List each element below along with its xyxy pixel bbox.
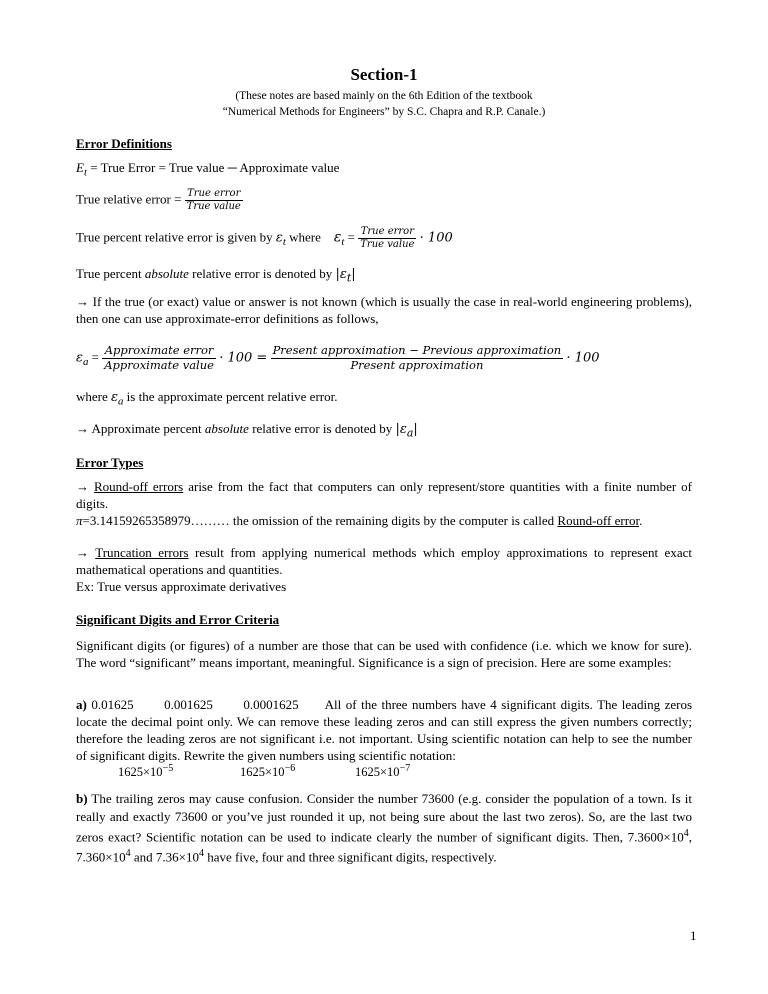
- approx-absolute-line: [76, 421, 692, 441]
- sci3-base: 1625×10: [355, 765, 400, 780]
- trunc-arrow: →: [76, 545, 96, 560]
- subtitle-line-2: “Numerical Methods for Engineers” by S.C. Chapra and R.P. Canale.): [222, 105, 546, 118]
- pct-fraction-den: True value: [360, 239, 415, 250]
- heading-error-definitions: Error Definitions: [76, 136, 172, 151]
- heading-error-types: Error Types: [76, 455, 144, 470]
- rel-fraction: [185, 188, 243, 213]
- eps-symbol: ε: [275, 230, 283, 246]
- eps-symbol-2: ε: [333, 229, 342, 246]
- approx-fraction: [102, 344, 216, 373]
- eps-a: ε: [76, 350, 83, 366]
- sci1-exp: −5: [162, 763, 174, 774]
- sci2-exp: −6: [284, 763, 296, 774]
- b-and: and: [130, 849, 156, 865]
- page-title: Section-1: [350, 65, 418, 84]
- times-100: · 100: [419, 230, 453, 246]
- pi-symbol: π: [76, 513, 83, 528]
- trunc-term: Truncation errors: [95, 545, 189, 560]
- abs-post: relative error is denoted by: [188, 266, 336, 281]
- roundoff-term: Round-off errors: [94, 479, 184, 494]
- roundoff-arrow: →: [76, 479, 94, 494]
- approx-paragraph: → If the true (or exact) value or answer is not known (which is usually the case in real-world engineering problems), then one can use approximate-error definitions as follows,: [76, 294, 692, 326]
- example-b-text-1: The trailing zeros may cause confusion. Consider the number 73600 (e.g. consider the population of a town. Is it really and exactly 73600 or you’ve just rounded it up, not being sure about the last two zeros). So, are the last two zeros exact? Scientific notation can be used to indicate clearly the number of significant digits. Then,: [76, 791, 692, 845]
- where-word: where: [285, 229, 325, 245]
- present-fraction-den: Present approximation: [350, 357, 484, 372]
- abs-pre: True percent: [76, 266, 145, 281]
- b-exp-1: 4: [683, 827, 689, 839]
- sci3-exp: −7: [399, 763, 411, 774]
- where-eps-a-line: [76, 389, 692, 409]
- sci2-base: 1625×10: [240, 765, 285, 780]
- times-100-eq: · 100 =: [219, 350, 268, 366]
- b-num-1: 7.3600×10: [627, 829, 684, 845]
- true-absolute-error-line: [76, 266, 692, 286]
- where-pre: where: [76, 389, 112, 404]
- present-fraction: [271, 344, 564, 373]
- abs2-eps: ε: [399, 422, 407, 437]
- abs-word: absolute: [144, 266, 189, 281]
- subtitle: [0, 89, 768, 120]
- abs-eps-a: $|\varepsilon_a|$: [395, 422, 418, 440]
- true-percent-error-line: [76, 226, 692, 251]
- roundoff-term-2: Round-off error: [557, 513, 640, 528]
- approx-fraction-den: Approximate value: [104, 357, 214, 372]
- subtitle-line-1: (These notes are based mainly on the 6th Edition of the textbook: [235, 90, 533, 102]
- abs2-pre: → Approximate percent: [76, 421, 205, 436]
- abs2-word: absolute: [204, 421, 249, 436]
- where-eps: ε: [111, 390, 118, 405]
- abs-eps-sub: t: [346, 271, 352, 285]
- pct-fraction: [358, 226, 416, 251]
- sci-notation-1: [118, 762, 173, 780]
- abs2-eps-sub: a: [406, 426, 414, 440]
- pct-text: True percent relative error is given by: [76, 229, 276, 245]
- where-post: is the approximate percent relative error.: [123, 389, 338, 404]
- example-b-text-2: have five, four and three significant digits, respectively.: [203, 849, 497, 865]
- where-eps-sub: a: [118, 395, 124, 408]
- eps-sub-t-2: t: [341, 236, 345, 249]
- sci1-base: 1625×10: [118, 765, 163, 780]
- example-b-paragraph: [76, 790, 692, 866]
- times-100-b: · 100: [566, 350, 600, 366]
- sci-notation-2: [240, 762, 295, 780]
- et-symbol: E: [76, 160, 84, 175]
- b-sep: ,: [688, 829, 692, 845]
- example-a-label: a): [76, 697, 87, 712]
- example-line: Ex: True versus approximate derivatives: [76, 579, 287, 594]
- roundoff-paragraph: [76, 479, 692, 513]
- true-error-text: = True Error = True value ─ Approximate value: [86, 160, 340, 175]
- truncation-paragraph: [76, 545, 692, 579]
- b-exp-2: 4: [125, 847, 131, 859]
- example-b-label: b): [76, 791, 88, 806]
- abs-eps: ε: [339, 267, 347, 282]
- pi-text: =3.14159265358979……… the omission of the remaining digits by the computer is called: [82, 513, 558, 528]
- abs-eps-t: $|\varepsilon_t|$: [335, 267, 356, 285]
- example-a-paragraph: [76, 697, 692, 765]
- approx-fraction-num: Approximate error: [102, 344, 216, 359]
- pi-period: .: [639, 513, 643, 528]
- b-exp-3: 4: [198, 847, 204, 859]
- true-relative-error-line: [76, 188, 692, 213]
- b-num-2: 7.360×10: [76, 849, 126, 865]
- rel-fraction-den: True value: [186, 201, 241, 212]
- eps-a-sub: a: [82, 355, 89, 368]
- equals: =: [344, 229, 356, 245]
- pi-line: [76, 513, 692, 530]
- heading-significant-digits: Significant Digits and Error Criteria: [76, 612, 280, 627]
- true-error-line: [76, 160, 692, 180]
- eps-sub-t: t: [282, 236, 286, 249]
- approx-error-formula: [76, 344, 692, 373]
- rel-label: True relative error =: [76, 191, 185, 207]
- present-fraction-num: Present approximation − Previous approximation: [272, 343, 562, 357]
- b-num-3: 7.36×10: [155, 849, 199, 865]
- pct-fraction-num: True error: [358, 226, 416, 239]
- sci-notation-3: [355, 762, 410, 780]
- equals-a: =: [88, 349, 99, 365]
- et-subscript: t: [83, 166, 87, 179]
- abs2-post: relative error is denoted by: [248, 421, 396, 436]
- significant-intro: Significant digits (or figures) of a number are those that can be used with confidence (i.e. which we know for sure). The word “significant” means important, meaningful. Significance is a sign of precision. Here are some examples:: [76, 638, 692, 670]
- rel-fraction-num: True error: [185, 188, 243, 201]
- example-a-numbers: 0.01625 0.001625 0.0001625: [86, 697, 325, 712]
- roundoff-text: arise from the fact that computers can only represent/store quantities with a finite number of digits.: [76, 479, 692, 511]
- page-number: 1: [690, 928, 697, 943]
- example-a-text: All of the three numbers have 4 significant digits. The leading zeros locate the decimal point only. We can remove these leading zeros and can still express the given numbers correctly; therefore the leading zeros are not significant i.e. not important. Using scientific notation can help to see the number of significant digits. Rewrite the given numbers using scientific notation:: [76, 697, 693, 763]
- trunc-text: result from applying numerical methods which employ approximations to represent exact mathematical operations and quantities.: [76, 545, 692, 577]
